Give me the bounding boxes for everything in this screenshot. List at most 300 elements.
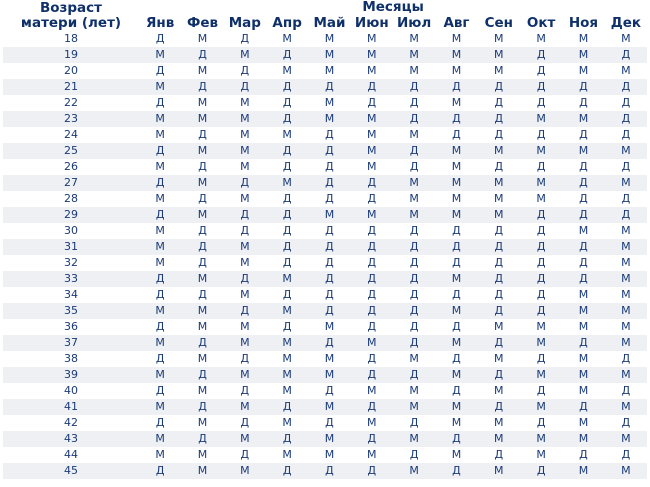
gender-cell: Д <box>266 239 308 255</box>
gender-cell: Д <box>308 79 350 95</box>
month-header: Окт <box>526 14 556 31</box>
gender-cell: М <box>139 79 181 95</box>
gender-cell: Д <box>351 223 393 239</box>
age-cell: 23 <box>3 111 139 127</box>
gender-cell: Д <box>181 127 223 143</box>
gender-cell: Д <box>308 255 350 271</box>
gender-cell: Д <box>351 255 393 271</box>
gender-cell: Д <box>562 255 604 271</box>
gender-cell: М <box>605 319 648 335</box>
gender-cell: Д <box>351 95 393 111</box>
gender-cell: М <box>520 175 562 191</box>
gender-cell: Д <box>393 223 435 239</box>
gender-cell: М <box>224 47 266 63</box>
gender-cell: Д <box>181 79 223 95</box>
table-row <box>3 271 647 287</box>
gender-cell: М <box>562 111 604 127</box>
gender-cell: М <box>351 335 393 351</box>
month-header: Май <box>313 14 346 31</box>
age-cell: 25 <box>3 143 139 159</box>
gender-cell: М <box>308 63 350 79</box>
gender-cell: Д <box>562 127 604 143</box>
gender-cell: М <box>181 63 223 79</box>
gender-cell: М <box>308 31 350 47</box>
gender-cell: М <box>224 463 266 479</box>
age-cell: 39 <box>3 367 139 383</box>
gender-cell: Д <box>605 95 648 111</box>
table-header <box>3 0 647 31</box>
gender-cell: Д <box>139 463 181 479</box>
gender-cell: Д <box>520 415 562 431</box>
gender-cell: М <box>224 95 266 111</box>
gender-cell: Д <box>139 415 181 431</box>
gender-cell: Д <box>351 287 393 303</box>
gender-cell: Д <box>478 255 520 271</box>
gender-cell: Д <box>520 79 562 95</box>
gender-cell: М <box>562 367 604 383</box>
table-row <box>3 239 647 255</box>
gender-cell: Д <box>520 47 562 63</box>
gender-cell: М <box>605 239 648 255</box>
month-header: Янв <box>146 14 175 31</box>
gender-cell: Д <box>393 287 435 303</box>
gender-cell: М <box>308 207 350 223</box>
age-header-line1: Возраст <box>39 0 102 16</box>
table-row <box>3 335 647 351</box>
gender-cell: Д <box>308 127 350 143</box>
gender-cell: М <box>308 47 350 63</box>
gender-cell: Д <box>181 255 223 271</box>
gender-cell: Д <box>224 415 266 431</box>
table-row <box>3 127 647 143</box>
gender-cell: М <box>478 415 520 431</box>
gender-cell: М <box>605 271 648 287</box>
gender-cell: Д <box>139 95 181 111</box>
gender-cell: М <box>562 463 604 479</box>
gender-cell: М <box>605 367 648 383</box>
age-column-header <box>3 0 139 31</box>
month-header: Июн <box>354 14 389 31</box>
gender-cell: М <box>562 351 604 367</box>
table-row <box>3 383 647 399</box>
gender-cell: Д <box>139 287 181 303</box>
gender-cell: М <box>266 367 308 383</box>
gender-cell: М <box>520 111 562 127</box>
gender-cell: Д <box>478 303 520 319</box>
gender-cell: М <box>478 319 520 335</box>
gender-cell: М <box>435 367 477 383</box>
table-row <box>3 111 647 127</box>
gender-cell: М <box>393 431 435 447</box>
gender-cell: М <box>562 303 604 319</box>
gender-cell: М <box>435 191 477 207</box>
gender-cell: М <box>224 367 266 383</box>
gender-cell: Д <box>562 207 604 223</box>
age-cell: 31 <box>3 239 139 255</box>
age-cell: 33 <box>3 271 139 287</box>
gender-cell: М <box>435 207 477 223</box>
gender-cell: Д <box>308 271 350 287</box>
gender-cell: М <box>224 287 266 303</box>
gender-cell: М <box>266 271 308 287</box>
month-header: Авг <box>443 14 470 31</box>
gender-cell: Д <box>393 159 435 175</box>
gender-cell: М <box>224 111 266 127</box>
gender-cell: Д <box>351 303 393 319</box>
gender-cell: Д <box>181 287 223 303</box>
gender-cell: М <box>435 31 477 47</box>
gender-cell: Д <box>605 447 648 463</box>
gender-cell: М <box>478 175 520 191</box>
gender-cell: Д <box>266 95 308 111</box>
gender-cell: М <box>139 111 181 127</box>
age-cell: 41 <box>3 399 139 415</box>
gender-cell: Д <box>605 207 648 223</box>
table-row <box>3 143 647 159</box>
gender-cell: М <box>266 175 308 191</box>
table-row <box>3 415 647 431</box>
table-row <box>3 79 647 95</box>
gender-cell: М <box>351 207 393 223</box>
gender-cell: Д <box>266 47 308 63</box>
gender-cell: М <box>351 383 393 399</box>
gender-cell: М <box>266 351 308 367</box>
gender-cell: Д <box>393 319 435 335</box>
gender-cell: Д <box>224 383 266 399</box>
gender-cell: Д <box>520 239 562 255</box>
gender-cell: М <box>562 63 604 79</box>
gender-cell: Д <box>520 127 562 143</box>
gender-cell: М <box>605 463 648 479</box>
gender-cell: М <box>605 431 648 447</box>
gender-cell: Д <box>562 239 604 255</box>
gender-cell: М <box>181 303 223 319</box>
gender-cell: Д <box>478 335 520 351</box>
gender-cell: Д <box>139 351 181 367</box>
gender-cell: М <box>605 303 648 319</box>
gender-cell: Д <box>139 31 181 47</box>
gender-cell: Д <box>266 143 308 159</box>
gender-cell: Д <box>224 351 266 367</box>
gender-cell: М <box>224 335 266 351</box>
gender-cell: М <box>139 223 181 239</box>
gender-cell: Д <box>308 335 350 351</box>
gender-cell: Д <box>478 111 520 127</box>
gender-cell: Д <box>520 271 562 287</box>
table-row <box>3 447 647 463</box>
gender-cell: Д <box>520 159 562 175</box>
gender-cell: Д <box>478 127 520 143</box>
gender-cell: М <box>139 399 181 415</box>
gender-cell: М <box>266 447 308 463</box>
gender-cell: Д <box>351 463 393 479</box>
gender-cell: Д <box>605 191 648 207</box>
gender-cell: Д <box>520 255 562 271</box>
gender-cell: Д <box>224 447 266 463</box>
gender-cell: М <box>478 63 520 79</box>
age-cell: 37 <box>3 335 139 351</box>
gender-cell: Д <box>435 383 477 399</box>
gender-cell: Д <box>266 79 308 95</box>
gender-cell: М <box>605 31 648 47</box>
age-cell: 21 <box>3 79 139 95</box>
gender-cell: Д <box>520 383 562 399</box>
gender-cell: М <box>181 415 223 431</box>
gender-cell: Д <box>605 383 648 399</box>
table-row <box>3 47 647 63</box>
gender-cell: Д <box>520 63 562 79</box>
table-row <box>3 399 647 415</box>
gender-cell: М <box>266 303 308 319</box>
gender-cell: Д <box>139 319 181 335</box>
gender-cell: Д <box>393 255 435 271</box>
gender-cell: Д <box>435 287 477 303</box>
table-row <box>3 367 647 383</box>
gender-cell: М <box>224 127 266 143</box>
gender-cell: М <box>478 431 520 447</box>
age-cell: 45 <box>3 463 139 479</box>
age-cell: 22 <box>3 95 139 111</box>
gender-cell: Д <box>266 223 308 239</box>
gender-cell: Д <box>605 351 648 367</box>
gender-cell: М <box>520 431 562 447</box>
gender-cell: М <box>351 143 393 159</box>
age-cell: 20 <box>3 63 139 79</box>
gender-cell: М <box>139 303 181 319</box>
gender-cell: М <box>605 63 648 79</box>
gender-cell: Д <box>562 159 604 175</box>
gender-cell: Д <box>478 79 520 95</box>
gender-cell: М <box>562 143 604 159</box>
gender-cell: М <box>266 335 308 351</box>
table-row <box>3 463 647 479</box>
gender-cell: М <box>139 335 181 351</box>
gender-cell: Д <box>520 207 562 223</box>
gender-cell: М <box>224 319 266 335</box>
gender-cell: М <box>181 175 223 191</box>
gender-cell: Д <box>562 271 604 287</box>
gender-cell: Д <box>224 79 266 95</box>
gender-cell: М <box>224 191 266 207</box>
gender-cell: Д <box>181 191 223 207</box>
gender-cell: М <box>393 207 435 223</box>
gender-cell: М <box>435 303 477 319</box>
gender-cell: М <box>308 367 350 383</box>
gender-cell: М <box>435 447 477 463</box>
gender-cell: М <box>435 47 477 63</box>
table-body <box>3 31 647 479</box>
gender-cell: Д <box>266 287 308 303</box>
gender-cell: М <box>562 223 604 239</box>
gender-cell: Д <box>308 415 350 431</box>
gender-cell: М <box>393 383 435 399</box>
gender-cell: М <box>224 255 266 271</box>
gender-cell: М <box>605 399 648 415</box>
gender-cell: Д <box>393 303 435 319</box>
gender-cell: М <box>435 95 477 111</box>
gender-cell: М <box>605 143 648 159</box>
gender-cell: М <box>478 31 520 47</box>
gender-cell: М <box>224 431 266 447</box>
gender-cell: М <box>478 463 520 479</box>
gender-cell: Д <box>351 319 393 335</box>
gender-cell: Д <box>266 319 308 335</box>
gender-cell: М <box>266 31 308 47</box>
gender-cell: Д <box>139 63 181 79</box>
gender-cell: Д <box>351 239 393 255</box>
gender-calendar-table <box>3 0 647 479</box>
table-row <box>3 207 647 223</box>
month-header: Ноя <box>568 14 599 31</box>
gender-cell: Д <box>435 463 477 479</box>
gender-cell: Д <box>562 175 604 191</box>
months-title: Месяцы <box>362 0 424 15</box>
gender-cell: Д <box>224 303 266 319</box>
gender-cell: Д <box>435 255 477 271</box>
gender-cell: М <box>435 159 477 175</box>
gender-cell: Д <box>478 399 520 415</box>
gender-cell: Д <box>351 191 393 207</box>
gender-cell: Д <box>562 191 604 207</box>
gender-cell: Д <box>139 271 181 287</box>
gender-cell: М <box>520 399 562 415</box>
gender-cell: М <box>308 95 350 111</box>
gender-cell: Д <box>224 63 266 79</box>
table-row <box>3 191 647 207</box>
gender-cell: М <box>562 287 604 303</box>
gender-cell: Д <box>181 223 223 239</box>
gender-cell: Д <box>308 383 350 399</box>
gender-cell: Д <box>308 463 350 479</box>
gender-cell: М <box>181 271 223 287</box>
gender-cell: М <box>181 143 223 159</box>
gender-cell: М <box>393 463 435 479</box>
gender-cell: Д <box>351 367 393 383</box>
gender-cell: М <box>435 271 477 287</box>
gender-cell: Д <box>351 399 393 415</box>
gender-cell: М <box>520 143 562 159</box>
gender-cell: М <box>308 431 350 447</box>
gender-cell: Д <box>393 415 435 431</box>
gender-cell: М <box>393 351 435 367</box>
age-cell: 26 <box>3 159 139 175</box>
month-header: Фев <box>186 14 219 31</box>
gender-cell: М <box>393 175 435 191</box>
age-cell: 29 <box>3 207 139 223</box>
gender-cell: Д <box>224 271 266 287</box>
gender-cell: Д <box>562 447 604 463</box>
gender-cell: М <box>139 431 181 447</box>
gender-cell: М <box>562 47 604 63</box>
gender-cell: Д <box>308 143 350 159</box>
age-cell: 42 <box>3 415 139 431</box>
gender-cell: Д <box>181 399 223 415</box>
gender-cell: М <box>224 159 266 175</box>
gender-cell: Д <box>435 319 477 335</box>
gender-cell: М <box>266 63 308 79</box>
gender-cell: Д <box>224 207 266 223</box>
gender-cell: М <box>605 223 648 239</box>
month-header: Дек <box>610 14 642 31</box>
gender-cell: Д <box>351 431 393 447</box>
gender-cell: М <box>605 175 648 191</box>
age-cell: 36 <box>3 319 139 335</box>
gender-cell: Д <box>435 239 477 255</box>
gender-cell: М <box>224 143 266 159</box>
gender-cell: Д <box>478 95 520 111</box>
gender-cell: М <box>520 367 562 383</box>
gender-cell: М <box>139 191 181 207</box>
gender-cell: Д <box>520 303 562 319</box>
gender-cell: М <box>139 447 181 463</box>
gender-cell: Д <box>562 79 604 95</box>
gender-cell: Д <box>139 143 181 159</box>
gender-cell: Д <box>266 399 308 415</box>
gender-cell: Д <box>605 47 648 63</box>
gender-cell: Д <box>393 239 435 255</box>
gender-cell: Д <box>478 223 520 239</box>
gender-cell: М <box>308 351 350 367</box>
gender-cell: М <box>478 207 520 223</box>
gender-cell: М <box>393 191 435 207</box>
table-row <box>3 287 647 303</box>
gender-cell: Д <box>605 79 648 95</box>
gender-cell: Д <box>562 335 604 351</box>
gender-cell: Д <box>393 143 435 159</box>
gender-cell: М <box>478 143 520 159</box>
gender-cell: Д <box>520 463 562 479</box>
age-cell: 43 <box>3 431 139 447</box>
gender-cell: Д <box>520 95 562 111</box>
gender-cell: М <box>351 415 393 431</box>
gender-cell: Д <box>181 367 223 383</box>
gender-cell: Д <box>435 351 477 367</box>
gender-cell: Д <box>520 351 562 367</box>
gender-cell: Д <box>605 111 648 127</box>
age-cell: 24 <box>3 127 139 143</box>
gender-cell: Д <box>605 415 648 431</box>
gender-cell: М <box>181 207 223 223</box>
gender-cell: М <box>478 383 520 399</box>
gender-cell: Д <box>478 159 520 175</box>
gender-cell: Д <box>181 239 223 255</box>
gender-cell: М <box>520 191 562 207</box>
gender-cell: М <box>562 383 604 399</box>
gender-cell: М <box>393 399 435 415</box>
gender-cell: Д <box>393 271 435 287</box>
gender-cell: Д <box>478 287 520 303</box>
gender-cell: Д <box>139 207 181 223</box>
gender-cell: Д <box>181 47 223 63</box>
gender-cell: М <box>393 63 435 79</box>
gender-cell: Д <box>562 399 604 415</box>
age-cell: 44 <box>3 447 139 463</box>
gender-cell: М <box>139 127 181 143</box>
gender-cell: Д <box>520 223 562 239</box>
gender-cell: М <box>181 319 223 335</box>
gender-cell: Д <box>308 287 350 303</box>
gender-cell: Д <box>266 207 308 223</box>
gender-cell: М <box>435 335 477 351</box>
month-header: Апр <box>272 14 302 31</box>
gender-cell: М <box>435 175 477 191</box>
gender-cell: М <box>435 63 477 79</box>
table-row <box>3 159 647 175</box>
gender-cell: М <box>181 463 223 479</box>
age-cell: 34 <box>3 287 139 303</box>
age-cell: 27 <box>3 175 139 191</box>
age-cell: 28 <box>3 191 139 207</box>
